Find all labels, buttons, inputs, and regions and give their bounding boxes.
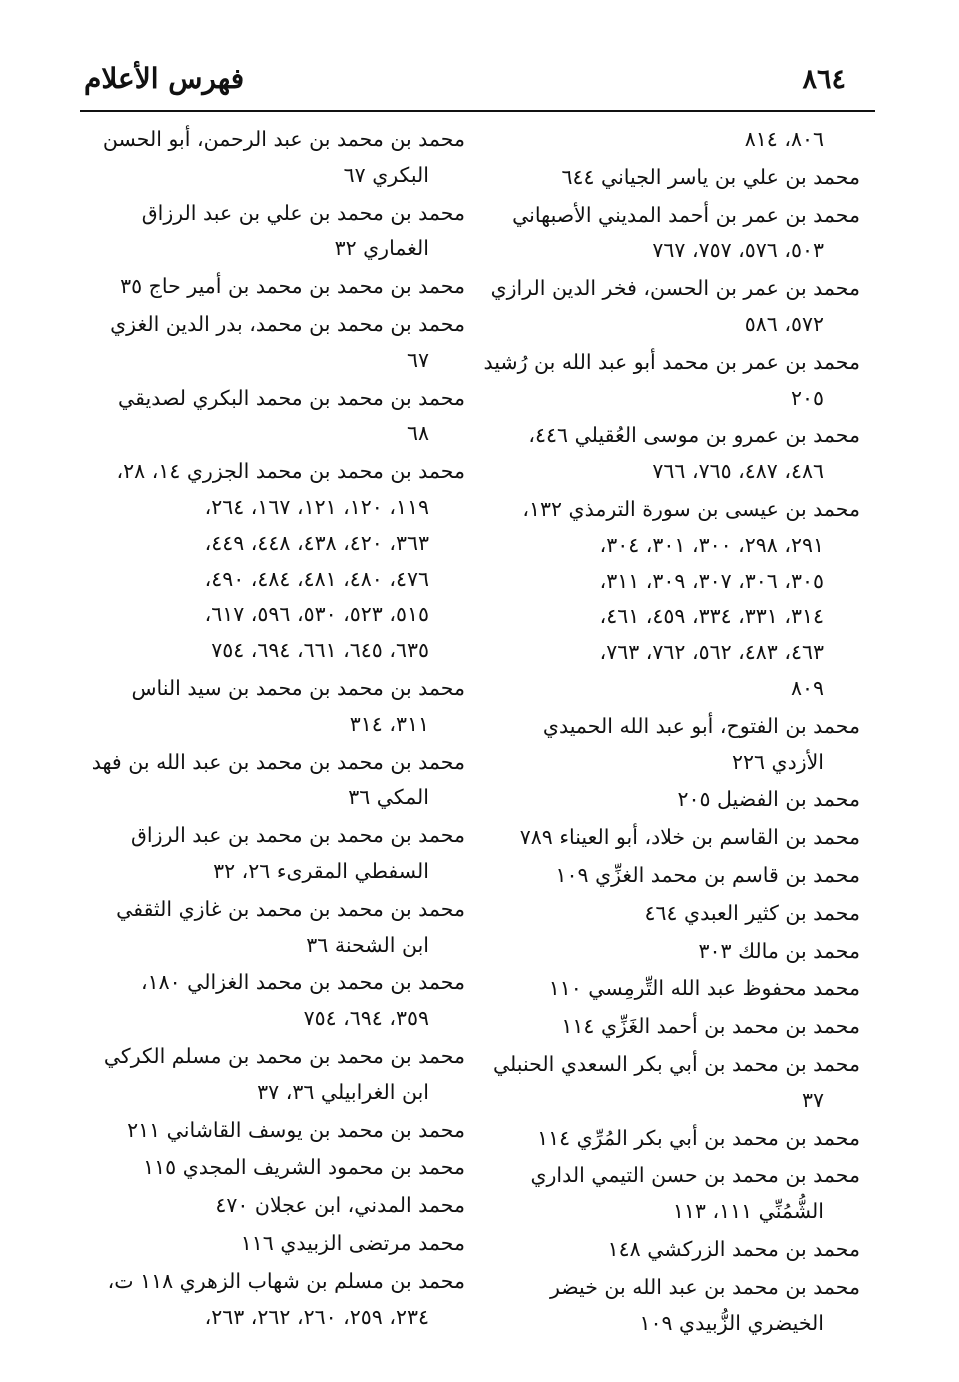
index-entry [500, 1121, 860, 1157]
entry-page-refs-line: البكري ٦٧ [343, 162, 429, 187]
index-entry [500, 160, 860, 196]
entry-name-line: محمد بن محمد بن أبي بكر المُرِّي ١١٤ [537, 1125, 860, 1150]
entry-name-line: محمد بن محمد بن أبي بكر السعدي الحنبلي [492, 1051, 860, 1076]
entry-name-line: ٨٠٦، ٨١٤ [744, 127, 824, 151]
index-entry [95, 892, 465, 964]
entry-page-refs-line: الغماري ٣٢ [334, 236, 429, 261]
entry-page-refs-line: ٣٠٥، ٣٠٦، ٣٠٧، ٣٠٩، ٣١١، [599, 568, 824, 593]
entry-name-line: محمد بن محمد بن محمد الجزري ١٤، ٢٨، [116, 459, 465, 484]
index-column-right [483, 122, 860, 1343]
entry-page-refs-line: ٥١٥، ٥٢٣، ٥٣٠، ٥٩٦، ٦١٧، [204, 602, 429, 627]
entry-name-line: محمد بن الفتوح، أبو عبد الله الحميدي [542, 713, 860, 738]
entry-name-line: محمد بن محمد بن محمد بن مسلم الكركي [103, 1043, 465, 1068]
entry-name-line: محمد بن محمد بن محمد بن سيد الناس [131, 675, 465, 700]
entry-name-line: محمد بن محمد بن محمد الغزالي ١٨٠، [140, 970, 465, 995]
entry-name-line: محمد بن مالك ٣٠٣ [698, 938, 860, 963]
entry-page-refs-line: ١١٩، ١٢٠، ١٢١، ١٦٧، ٢٦٤، [204, 494, 429, 519]
entry-name-line: محمد بن محمود الشريف المجدي ١١٥ [143, 1155, 465, 1180]
entry-page-refs-line: ٢٣٤، ٢٥٩، ٢٦٠، ٢٦٢، ٢٦٣، [204, 1304, 429, 1329]
entry-name-line: محمد بن الفضيل ٢٠٥ [677, 787, 860, 812]
entry-page-refs-line: ٥٠٣، ٥٧٦، ٧٥٧، ٧٦٧ [652, 238, 824, 263]
index-entry [492, 1047, 860, 1119]
entry-name-line: محمد بن محمد بن محمد بن غازي الثقفي [116, 896, 465, 921]
index-entry [500, 198, 860, 270]
index-entry [91, 745, 465, 817]
entry-page-refs-line: ٨٠٩ [790, 675, 824, 700]
entry-name-line: محمد بن محمد بن محمد البكري لصديقي [118, 385, 465, 410]
header-rule [80, 110, 875, 112]
entry-page-refs-line: الخيضري الزُّبيدي ١٠٩ [639, 1310, 824, 1335]
index-entry [500, 418, 860, 490]
index-entry [500, 709, 860, 781]
index-entry [500, 492, 860, 707]
index-entry [483, 345, 860, 417]
index-entry [95, 818, 465, 890]
entry-name-line: محمد بن محمد بن يوسف القاشاني ٢١١ [127, 1117, 465, 1142]
entry-page-refs-line: ٢٩١، ٢٩٨، ٣٠٠، ٣٠١، ٣٠٤، [599, 532, 824, 557]
index-entry [95, 307, 465, 379]
entry-name-line: محمد المدني، ابن عجلان ٤٧٠ [215, 1193, 465, 1218]
entry-name-line: محمد بن محمد بن محمد بن أمير حاج ٣٥ [120, 274, 465, 299]
page-number: ٨٦٤ [802, 64, 846, 95]
entry-page-refs-line: الشُّمُنِّي ١١١، ١١٣ [672, 1199, 824, 1224]
index-entry [500, 934, 860, 970]
entry-page-refs-line: ٢٠٥ [790, 385, 824, 410]
index-entry [95, 196, 465, 268]
index-entry [490, 271, 860, 343]
index-entry [95, 1226, 465, 1262]
index-entry [95, 1150, 465, 1186]
index-entry [95, 269, 465, 305]
entry-name-line: محمد بن علي بن ياسر الجياني ٦٤٤ [561, 164, 860, 189]
entry-page-refs-line: ٣٦٣، ٤٢٠، ٤٣٨، ٤٤٨، ٤٤٩، [204, 530, 429, 555]
index-entry [500, 1158, 860, 1230]
entry-name-line: محمد بن محمد الزركشي ١٤٨ [607, 1236, 860, 1261]
entry-page-refs-line: ابن الغرابيلي ٣٦، ٣٧ [257, 1079, 429, 1104]
entry-name-line: محمد بن مسلم بن شهاب الزهري ١١٨ ت، [107, 1268, 465, 1293]
index-entry [95, 1039, 465, 1111]
entry-name-line: محمد بن عمرو بن موسى العُقيلي ٤٤٦، [528, 423, 860, 448]
index-entry [500, 1009, 860, 1045]
index-entry [95, 1113, 465, 1149]
entry-name-line: محمد بن عيسى بن سورة الترمذي ١٣٢، [522, 496, 860, 521]
entry-name-line: محمد مرتضى الزبيدي ١١٦ [240, 1230, 465, 1255]
entry-name-line: محمد بن القاسم بن خلاد، أبو العيناء ٧٨٩ [519, 825, 860, 850]
index-entry [500, 782, 860, 818]
index-entry [95, 122, 465, 194]
index-entry [95, 381, 465, 453]
entry-page-refs-line: ٦٨ [406, 421, 429, 446]
entry-page-refs-line: ٤٨٦، ٤٨٧، ٧٦٥، ٧٦٦ [652, 459, 824, 484]
running-title: فهرس الأعلام [84, 62, 245, 95]
index-entry [500, 122, 860, 158]
index-entry [95, 454, 465, 669]
entry-name-line: محمد بن محمد بن عبد الله بن خيضر [549, 1274, 860, 1299]
entry-page-refs-line: ٣٧ [801, 1087, 824, 1112]
index-entry [500, 971, 860, 1007]
entry-page-refs-line: ٤٧٦، ٤٨٠، ٤٨١، ٤٨٤، ٤٩٠، [204, 566, 429, 591]
index-entry [500, 1232, 860, 1268]
index-column-left [91, 122, 465, 1337]
entry-name-line: محمد بن محمد بن محمد بن عبد الرزاق [131, 823, 465, 848]
page-header [80, 62, 880, 106]
entry-name-line: محمد بن محمد بن علي بن عبد الرزاق [141, 200, 465, 225]
entry-page-refs-line: ٣٥٩، ٦٩٤، ٧٥٤ [303, 1006, 429, 1031]
index-entry [95, 1264, 465, 1336]
entry-page-refs-line: ٦٧ [406, 347, 429, 372]
index-entry [95, 1188, 465, 1224]
entry-name-line: محمد بن عمر بن الحسن، فخر الدين الرازي [490, 276, 860, 301]
entry-page-refs-line: المكي ٣٦ [348, 785, 429, 810]
index-entry [95, 671, 465, 743]
entry-name-line: محمد بن محمد بن عبد الرحمن، أبو الحسن [102, 127, 465, 151]
index-entry [95, 965, 465, 1037]
entry-name-line: محمد بن محمد بن أحمد الغَزِّي ١١٤ [561, 1014, 860, 1039]
index-entry [500, 820, 860, 856]
entry-name-line: محمد بن عمر بن أحمد المديني الأصبهاني [512, 202, 860, 227]
entry-name-line: محمد بن محمد بن محمد، بدر الدين الغزي [110, 311, 465, 336]
entry-page-refs-line: ابن الشحنة ٣٦ [306, 932, 429, 957]
index-entry [500, 858, 860, 894]
entry-page-refs-line: السفطي المقرىء ٢٦، ٣٢ [213, 858, 429, 883]
entry-page-refs-line: ٣١٤، ٣٣١، ٣٣٤، ٤٥٩، ٤٦١، [599, 604, 824, 629]
index-entry [500, 896, 860, 932]
entry-name-line: محمد بن قاسم بن محمد الغزِّي ١٠٩ [555, 862, 860, 887]
entry-name-line: محمد بن كثير العبدي ٤٦٤ [644, 900, 860, 925]
entry-page-refs-line: الأزدي ٢٢٦ [731, 749, 824, 774]
entry-name-line: محمد بن عمر بن محمد أبو عبد الله بن رُشيد [483, 349, 860, 374]
entry-name-line: محمد محفوظ عبد الله التِّرمِسي ١١٠ [548, 976, 860, 1001]
entry-page-refs-line: ٦٣٥، ٦٤٥، ٦٦١، ٦٩٤، ٧٥٤ [211, 638, 429, 663]
index-entry [500, 1270, 860, 1342]
entry-name-line: محمد بن محمد بن حسن التيمي الداري [530, 1163, 860, 1188]
entry-name-line: محمد بن محمد بن محمد بن عبد الله بن فهد [91, 749, 465, 774]
entry-page-refs-line: ٤٦٣، ٤٨٣، ٥٦٢، ٧٦٢، ٧٦٣، [599, 640, 824, 665]
entry-page-refs-line: ٣١١، ٣١٤ [349, 711, 429, 736]
entry-page-refs-line: ٥٧٢، ٥٨٦ [744, 311, 824, 336]
